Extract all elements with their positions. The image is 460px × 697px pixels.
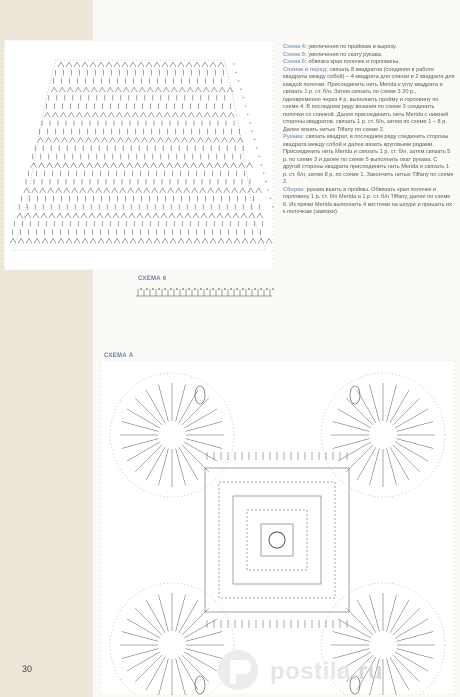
stitch-picot: [260, 288, 262, 290]
stitch-picot: [224, 288, 226, 290]
instr-1: Схема 5: увеличения по скату рукава.: [283, 51, 383, 58]
row-marker: [272, 206, 274, 208]
scheme5-frame: [4, 40, 274, 270]
scheme6-label: СХЕМА 6: [138, 276, 167, 282]
stitch-picot: [152, 288, 154, 290]
stitch-picot: [272, 288, 274, 290]
stitch-picot: [182, 288, 184, 290]
row-marker: [254, 139, 256, 141]
stitch-picot: [170, 288, 172, 290]
stitch-picot: [206, 288, 208, 290]
row-marker: [249, 122, 251, 124]
row-marker: [240, 88, 242, 90]
row-marker: [261, 164, 263, 166]
scheme5-chart: [4, 40, 274, 270]
stitch-picot: [242, 288, 244, 290]
stitch-picot: [248, 288, 250, 290]
watermark-text: postila.ru: [270, 658, 384, 685]
instr-4: Рукава: связать квадрат, в последнем ряду соединить стороны квадрата между собой и далее вязать круговыми рядами. Присоединить нить Merida и связать 1 р. ст. б/н, затем связать 5 р. по схеме 3 и далее по схеме 5 выполнить окат рукава. С другой стороны квадрата присоединить нить Merida и связать 1 р. ст. б/н, затем 8 р. по схеме 1. Закончить нитью Tiffany по схеме 2.: [283, 134, 454, 185]
scheme-a-chart: [100, 360, 455, 695]
instr-0: Схема 4: увеличения по проймам и вырезу.: [283, 44, 397, 50]
row-marker: [267, 189, 269, 191]
stitch-picot: [146, 288, 148, 290]
row-marker: [270, 198, 272, 200]
instr-5: Сборка: рукава вшить в проймы. Обвязать края полочек и горловину 1 р. ст. б/н Merida и 1 р. ст. б/н Tiffany, далее по схеме 6. Из пряжи Merida выполнить 4 кисточки на шнуре и пришить их к полочкам (завязки).: [283, 186, 452, 215]
scheme-a-frame: [100, 360, 455, 695]
instructions-column: [283, 44, 455, 217]
row-marker: [256, 147, 258, 149]
row-marker: [238, 80, 240, 82]
row-marker: [265, 181, 267, 183]
instr-2: Схема 6: обвязка края полочек и горловины.: [283, 59, 400, 65]
stitch-picot: [140, 288, 142, 290]
scheme-a-label: СХЕМА А: [104, 353, 134, 359]
row-marker: [242, 97, 244, 99]
stitch-picot: [230, 288, 232, 290]
stitch-picot: [212, 288, 214, 290]
stitch-picot: [236, 288, 238, 290]
postila-pin-icon: [212, 648, 264, 692]
stitch-picot: [176, 288, 178, 290]
stitch-picot: [194, 288, 196, 290]
stitch-picot: [254, 288, 256, 290]
scheme6-chart: [134, 284, 274, 300]
row-marker: [235, 72, 237, 74]
row-marker: [245, 105, 247, 107]
row-marker: [251, 130, 253, 132]
stitch-picot: [164, 288, 166, 290]
stitch-picot: [218, 288, 220, 290]
row-marker: [263, 172, 265, 174]
row-marker: [258, 156, 260, 158]
stitch-picot: [200, 288, 202, 290]
watermark-logo: [212, 646, 460, 694]
row-marker: [233, 63, 235, 65]
instr-3: Спинка и перед: связать 8 квадратов (соединяя в работе квадраты между собой) – 4 квадрата для спинки и 2 квадрата для каждой полочки. Присоединить нить Merida к углу квадрата и связать 1 р. ст. б/н. Затем связать по схеме 3 20 р., одновременно через 4 р. выполнить пройму и горловину по схеме 4. В последнем ряду вязания по схеме 3 соединить полочки со спинкой. Далее присоединить нить Merida с нижней стороны квадратов, связать 1 р. ст. б/н, затем по схеме 1 – 8 р. Далее вязать нитью Tiffany по схеме 2.: [283, 66, 455, 133]
stitch-picot: [188, 288, 190, 290]
stitch-picot: [266, 288, 268, 290]
row-marker: [247, 114, 249, 116]
page-number: 30: [22, 664, 33, 674]
stitch-picot: [158, 288, 160, 290]
